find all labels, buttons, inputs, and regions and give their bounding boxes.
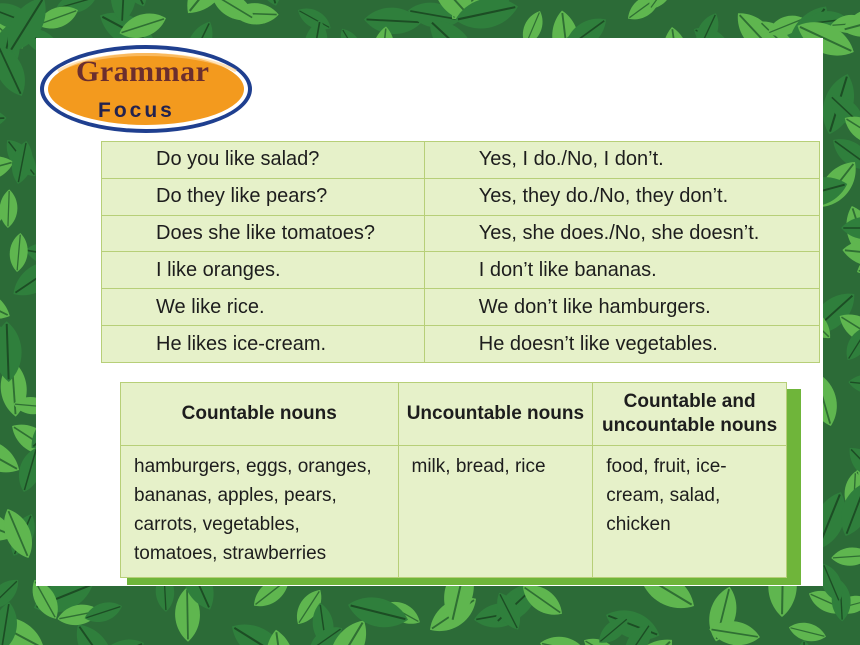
sentence-table <box>101 141 820 363</box>
table-row <box>102 215 820 252</box>
answer-cell: Yes, they do./No, they don’t. <box>424 178 819 215</box>
table-row <box>102 142 820 179</box>
header-line: uncountable nouns <box>602 415 778 436</box>
answer-cell: Yes, she does./No, she doesn’t. <box>424 215 819 252</box>
countable-nouns-cell: hamburgers, eggs, oranges, bananas, apples, pears, carrots, vegetables, tomatoes, strawberries <box>121 446 399 578</box>
header-line: Countable and <box>623 391 756 412</box>
header-countable-and-uncountable-nouns <box>593 383 787 446</box>
nouns-table <box>120 382 787 578</box>
table-row <box>121 446 787 578</box>
header-uncountable-nouns: Uncountable nouns <box>398 383 593 446</box>
table-row <box>102 252 820 289</box>
table-row <box>102 178 820 215</box>
uncountable-nouns-cell: milk, bread, rice <box>398 446 593 578</box>
negative-statement-cell: He doesn’t like vegetables. <box>424 326 819 363</box>
question-cell: Do they like pears? <box>102 178 425 215</box>
negative-statement-cell: I don’t like bananas. <box>424 252 819 289</box>
statement-cell: I like oranges. <box>102 252 425 289</box>
badge-title: Grammar <box>76 55 210 88</box>
table-row <box>102 326 820 363</box>
statement-cell: We like rice. <box>102 289 425 326</box>
grammar-focus-badge <box>36 41 256 137</box>
question-cell: Do you like salad? <box>102 142 425 179</box>
header-countable-nouns: Countable nouns <box>121 383 399 446</box>
table-row <box>102 289 820 326</box>
statement-cell: He likes ice-cream. <box>102 326 425 363</box>
answer-cell: Yes, I do./No, I don’t. <box>424 142 819 179</box>
table-header-row <box>121 383 787 446</box>
badge-subtitle: Focus <box>98 99 175 122</box>
question-cell: Does she like tomatoes? <box>102 215 425 252</box>
both-nouns-cell: food, fruit, ice-cream, salad, chicken <box>593 446 787 578</box>
negative-statement-cell: We don’t like hamburgers. <box>424 289 819 326</box>
